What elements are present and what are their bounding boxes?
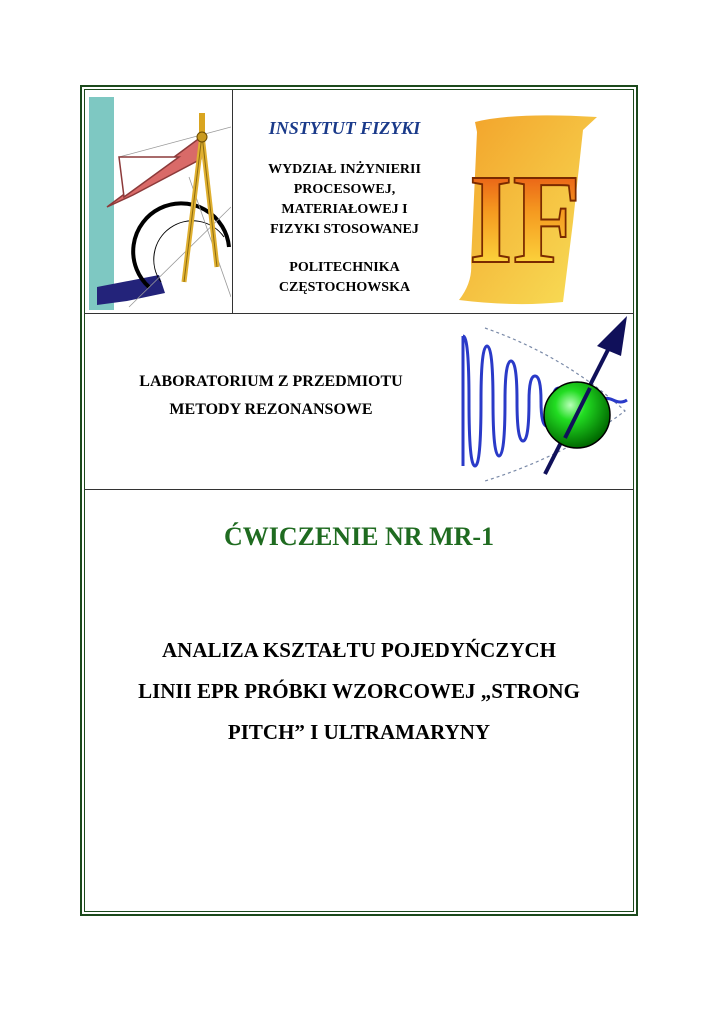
divider-logo-left	[232, 89, 233, 313]
title-line: LINII EPR PRÓBKI WZORCOWEJ „STRONG	[138, 679, 580, 703]
faculty-name	[237, 160, 452, 240]
lab-line: METODY REZONANSOWE	[169, 401, 373, 418]
university-name	[237, 258, 452, 298]
if-logo-text: IF	[469, 148, 581, 290]
faculty-line: FIZYKI STOSOWANEJ	[270, 222, 419, 237]
exercise-number: ĆWICZENIE NR MR-1	[223, 522, 495, 551]
faculty-line: MATERIAŁOWEJ I	[281, 202, 408, 217]
epr-resonance-logo	[455, 316, 635, 486]
faculty-line: WYDZIAŁ INŻYNIERII	[268, 162, 421, 177]
title-line: PITCH” I ULTRAMARYNY	[227, 720, 491, 744]
institute-title: INSTYTUT FIZYKI	[268, 118, 421, 138]
divider-lab	[84, 489, 634, 490]
faculty-line: PROCESOWEJ,	[293, 182, 396, 197]
title-line: ANALIZA KSZTAŁTU POJEDYŃCZYCH	[161, 638, 556, 662]
divider-header	[84, 313, 634, 314]
drafting-tools-logo	[89, 97, 231, 310]
lab-line: LABORATORIUM Z PRZEDMIOTU	[139, 373, 403, 390]
laboratory-subject	[96, 368, 446, 424]
institute-if-logo	[455, 112, 600, 307]
university-line: CZĘSTOCHOWSKA	[278, 280, 411, 295]
university-line: POLITECHNIKA	[289, 260, 400, 275]
exercise-title	[96, 630, 622, 753]
